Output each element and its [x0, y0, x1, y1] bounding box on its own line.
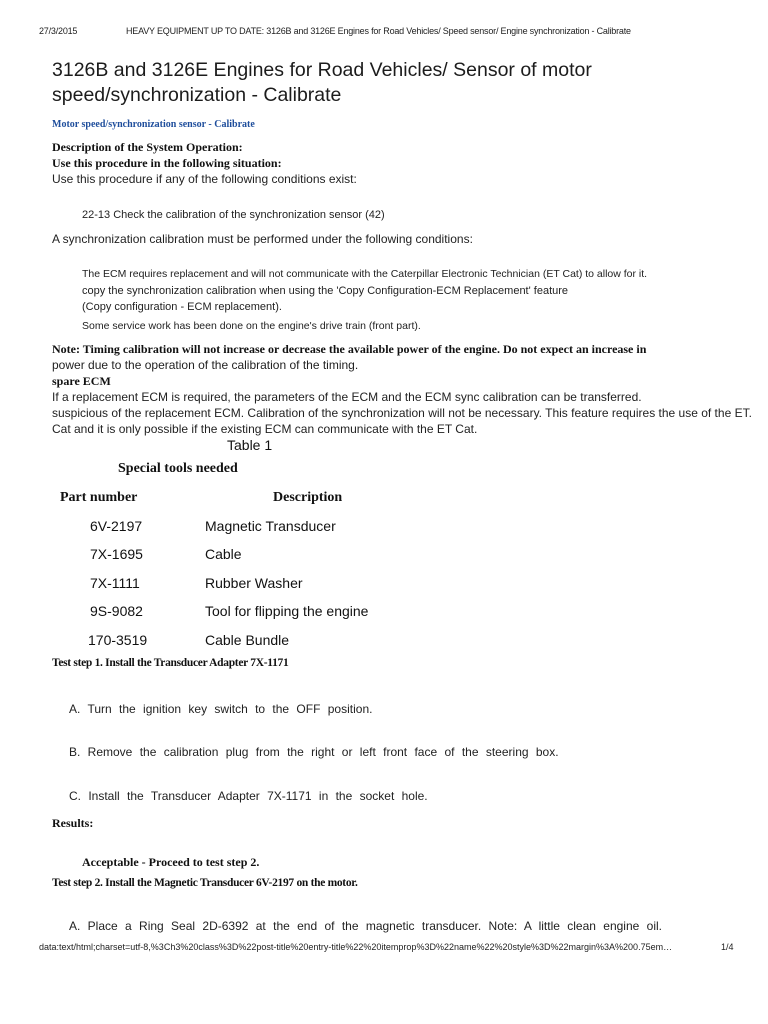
part-number-cell: 170-3519 — [88, 632, 148, 648]
condition-item: copy the synchronization calibration when using the 'Copy Configuration-ECM Replacement' feature — [82, 285, 569, 297]
test-step-2-heading: Test step 2. Install the Magnetic Transducer 6V-2197 on the motor. — [52, 877, 358, 889]
condition-item: Some service work has been done on the engine's drive train (front part). — [82, 320, 421, 332]
part-number-cell: 6V-2197 — [90, 518, 143, 534]
print-header-title: HEAVY EQUIPMENT UP TO DATE: 3126B and 3126E Engines for Road Vehicles/ Speed sensor/ Engine synchronization - Calibrate — [126, 26, 631, 36]
spare-ecm-line: Cat and it is only possible if the existing ECM can communicate with the ET Cat. — [52, 422, 478, 436]
page-number: 1/4 — [721, 942, 734, 952]
section-link[interactable]: Motor speed/synchronization sensor - Calibrate — [52, 119, 255, 130]
spare-ecm-line: suspicious of the replacement ECM. Calibration of the synchronization will not be necessary. This feature requires the use of the ET. — [52, 406, 752, 420]
spare-ecm-line: If a replacement ECM is required, the parameters of the ECM and the ECM sync calibration can be transferred. — [52, 390, 642, 404]
page-title: 3126B and 3126E Engines for Road Vehicles/ Sensor of motor speed/synchronization - Calibrate — [52, 59, 592, 106]
test-step-1-heading: Test step 1. Install the Transducer Adapter 7X-1171 — [52, 657, 289, 669]
system-operation-heading: Description of the System Operation: — [52, 140, 243, 154]
step-item: A. Place a Ring Seal 2D-6392 at the end of the magnetic transducer. Note: A little clean engine oil. — [69, 919, 662, 933]
description-cell: Cable — [205, 546, 242, 562]
part-number-cell: 9S-9082 — [90, 603, 143, 619]
calibration-conditions: A synchronization calibration must be performed under the following conditions: — [52, 232, 473, 246]
column-header-description: Description — [273, 490, 343, 505]
column-header-part: Part number — [60, 490, 138, 505]
description-cell: Rubber Washer — [205, 575, 303, 591]
step-item: C. Install the Transducer Adapter 7X-1171 in the socket hole. — [69, 789, 428, 803]
description-cell: Cable Bundle — [205, 632, 290, 648]
results-label: Results: — [52, 816, 94, 830]
part-number-cell: 7X-1695 — [90, 546, 143, 562]
print-footer-url: data:text/html;charset=utf-8,%3Ch3%20class%3D%22post-title%20entry-title%22%20itemprop%3D%22name%22%20style%3D%22margin%3A%200.75em… — [39, 942, 673, 952]
timing-note: Note: Timing calibration will not increase or decrease the available power of the engine. Do not expect an increase in — [52, 342, 647, 356]
step-item: A. Turn the ignition key switch to the OFF position. — [69, 702, 373, 716]
check-item: 22-13 Check the calibration of the synchronization sensor (42) — [82, 209, 385, 221]
timing-note-cont: power due to the operation of the calibration of the timing. — [52, 358, 359, 372]
table-heading: Special tools needed — [118, 461, 238, 476]
part-number-cell: 7X-1111 — [90, 575, 140, 591]
description-cell: Tool for flipping the engine — [205, 603, 369, 619]
condition-item: (Copy configuration - ECM replacement). — [82, 301, 282, 313]
condition-item: The ECM requires replacement and will not communicate with the Caterpillar Electronic Technician (ET Cat) to allow for it. — [82, 268, 648, 280]
step-item: B. Remove the calibration plug from the right or left front face of the steering box. — [69, 745, 559, 759]
description-cell: Magnetic Transducer — [205, 518, 336, 534]
spare-ecm-heading: spare ECM — [52, 374, 111, 388]
use-procedure-heading: Use this procedure in the following situation: — [52, 156, 282, 170]
use-procedure-text: Use this procedure if any of the following conditions exist: — [52, 172, 357, 186]
acceptable-result: Acceptable - Proceed to test step 2. — [82, 855, 260, 869]
print-date: 27/3/2015 — [39, 26, 78, 36]
table-caption: Table 1 — [227, 437, 273, 453]
